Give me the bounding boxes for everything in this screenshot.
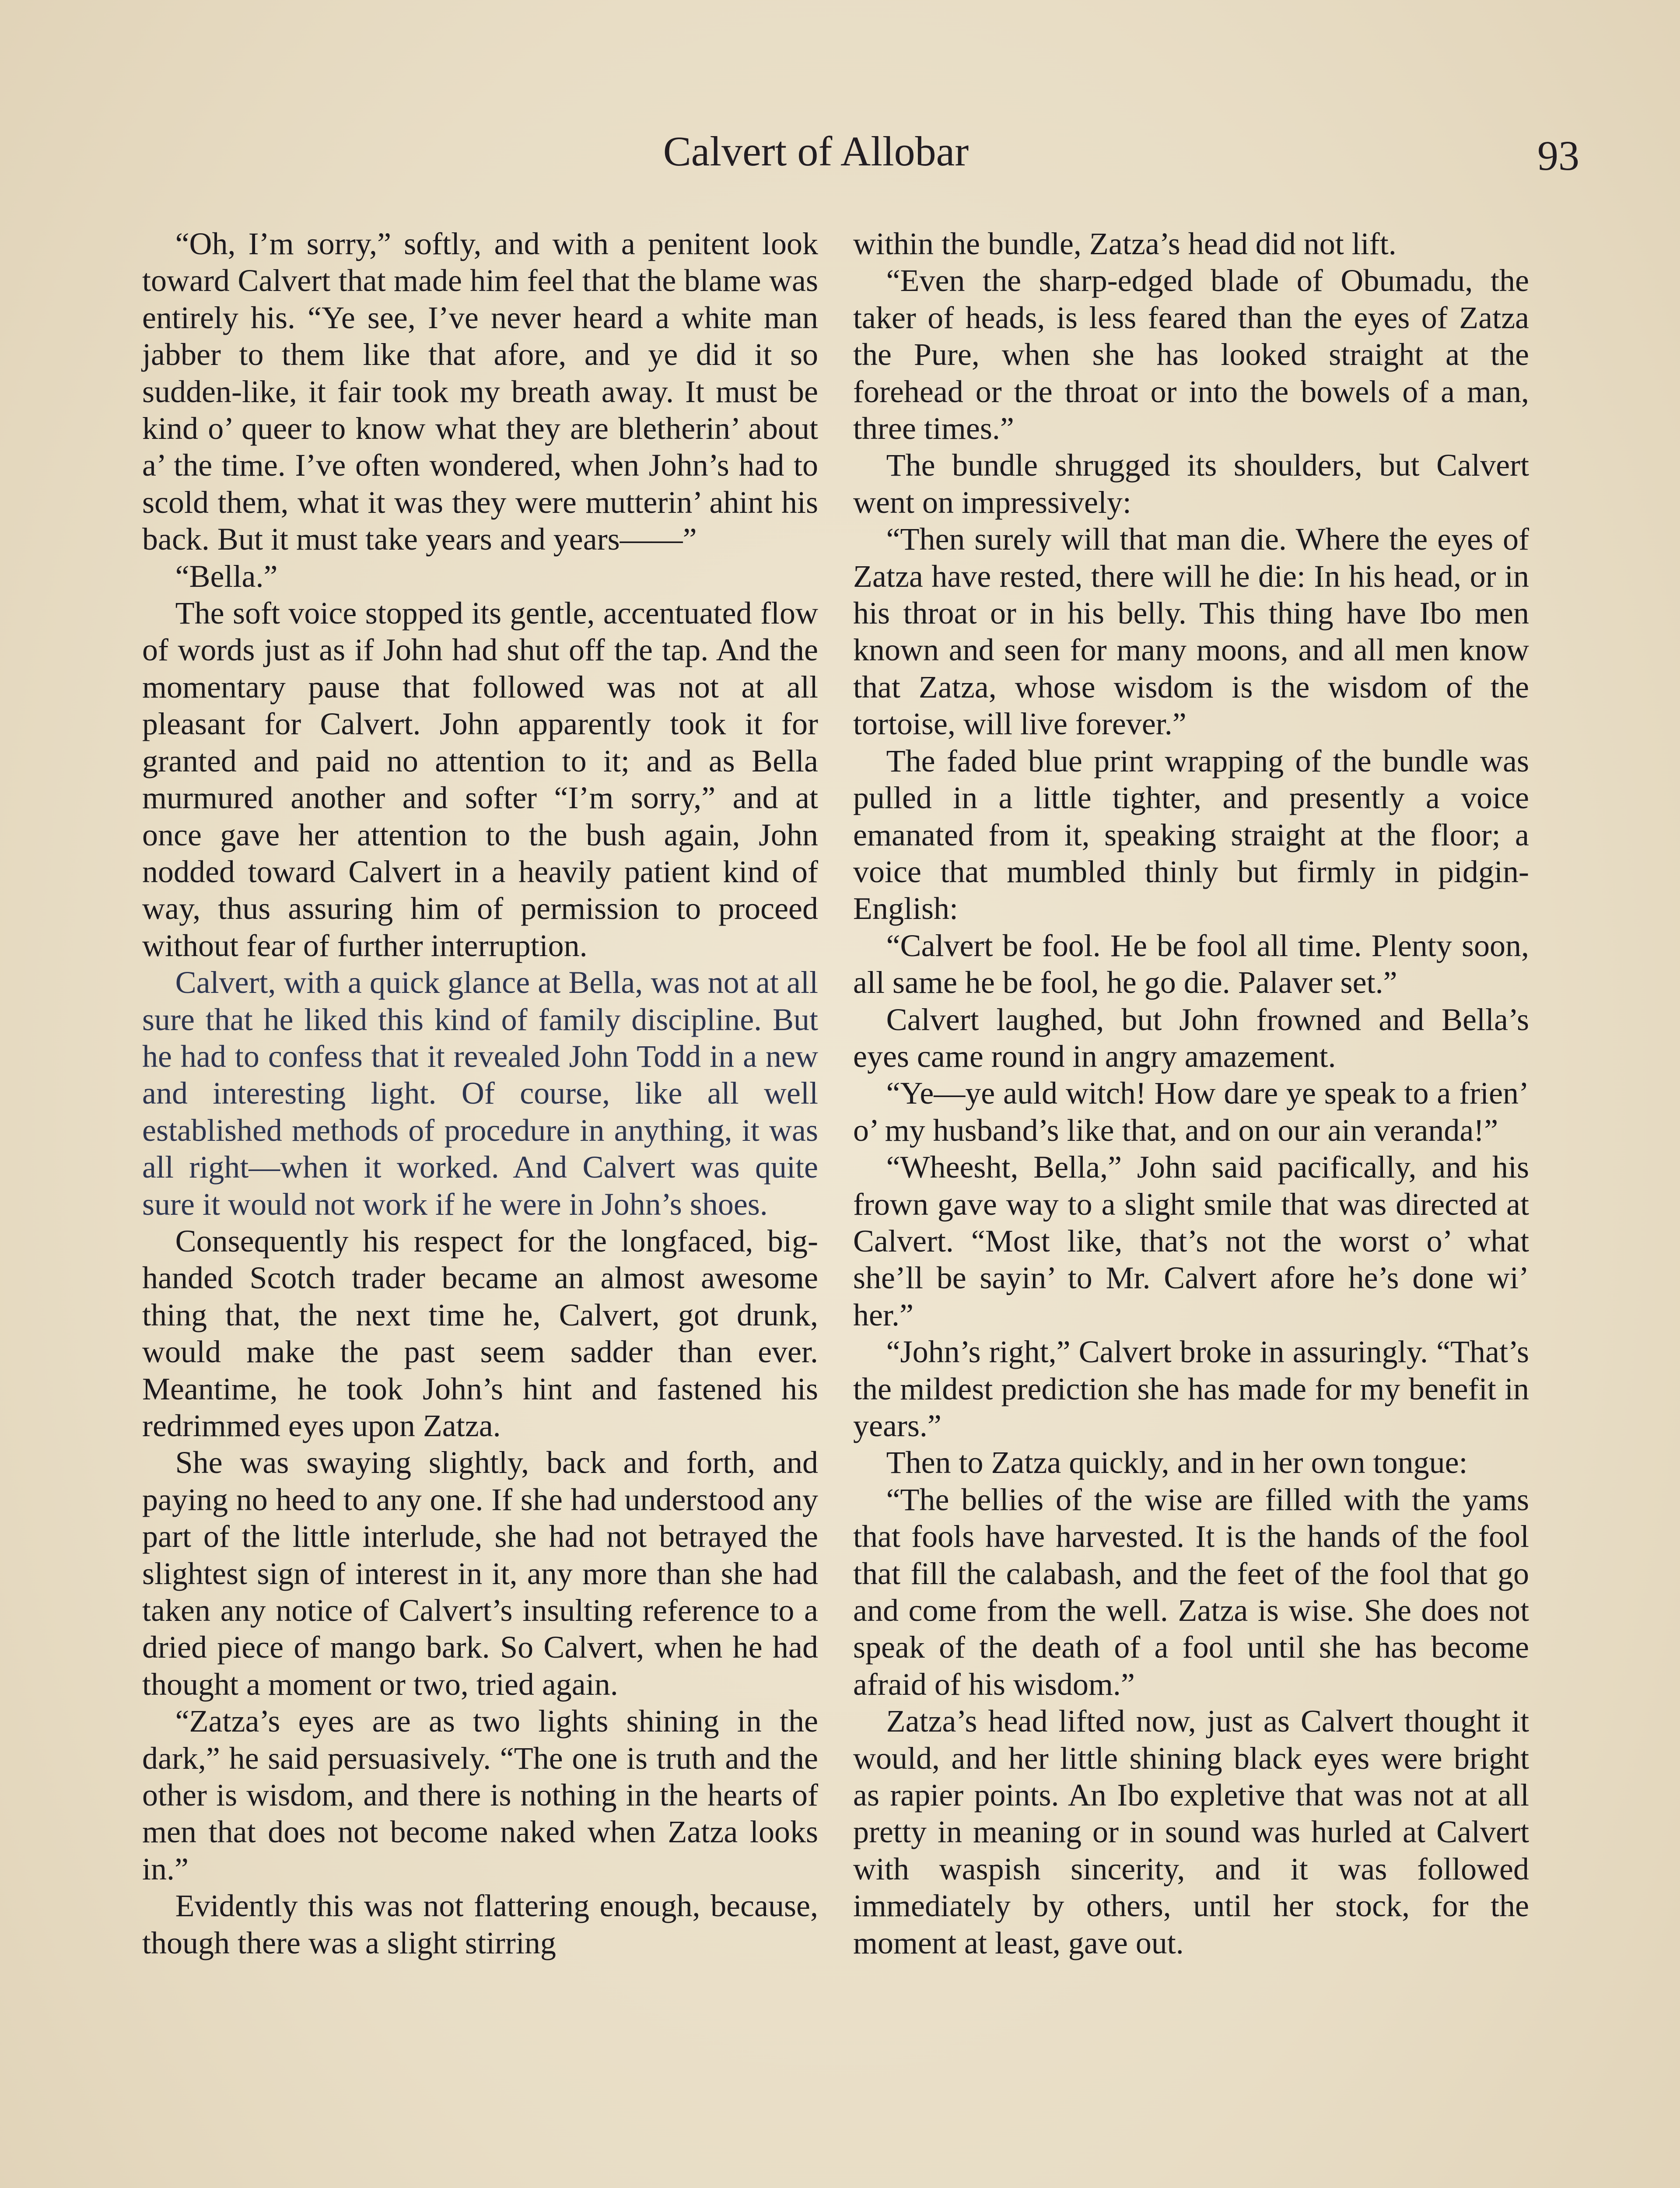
paragraph: “Calvert be fool. He be fool all time. Plenty soon, all same he be fool, he go die. Palaver set.” (853, 928, 1529, 1000)
paragraph: Evidently this was not flattering enough, because, though there was a slight stirring (142, 1888, 818, 1960)
paragraph: “John’s right,” Calvert broke in assuringly. “That’s the mildest prediction she has made for my benefit in years.” (853, 1334, 1529, 1443)
left-text-column (142, 225, 818, 1961)
paragraph: “Wheesht, Bella,” John said pacifically, and his frown gave way to a slight smile that was directed at Calvert. “Most like, that’s not the worst o’ what she’ll be sayin’ to Mr. Calvert afore he’s done wi’ her.” (853, 1150, 1529, 1332)
paragraph: The soft voice stopped its gentle, accentuated flow of words just as if John had shut off the tap. And the momentary pause that followed was not at all pleasant for Calvert. John apparently took it for granted and paid no attention to it; and as Bella murmured another and softer “I’m sorry,” and at once gave her attention to the bush again, John nodded toward Calvert in a heavily patient kind of way, thus assuring him of permission to proceed without fear of further interruption. (142, 596, 818, 963)
running-head-title: Calvert of Allobar (663, 128, 969, 175)
paragraph: Then to Zatza quickly, and in her own tongue: (886, 1445, 1468, 1480)
paragraph: “Then surely will that man die. Where the eyes of Zatza have rested, there will he die: In his head, or in his throat or in his belly. This thing have Ibo men known and seen for many moons, and all men know that Zatza, whose wisdom is the wisdom of the tortoise, will live forever.” (853, 522, 1529, 742)
paragraph: Calvert laughed, but John frowned and Bella’s eyes came round in angry amazement. (853, 1002, 1529, 1074)
paragraph: “Zatza’s eyes are as two lights shining in the dark,” he said persuasively. “The one is truth and the other is wisdom, and there is nothing in the hearts of men that does not become naked when Zatza looks in.” (142, 1704, 818, 1886)
paragraph: “Bella.” (175, 558, 278, 594)
paragraph: Zatza’s head lifted now, just as Calvert thought it would, and her little shining black eyes were bright as rapier points. An Ibo expletive that was not at all pretty in meaning or in sound was hurled at Calvert with waspish sincerity, and it was followed immediately by others, until her stock, for the moment at least, gave out. (853, 1704, 1529, 1960)
paragraph: within the bundle, Zatza’s head did not lift. (853, 226, 1396, 261)
paragraph: The bundle shrugged its shoulders, but Calvert went on impressively: (853, 448, 1529, 520)
paragraph: She was swaying slightly, back and forth, and paying no heed to any one. If she had understood any part of the little interlude, she had not betrayed the slightest sign of interest in it, any more than she had taken any notice of Calvert’s insulting reference to a dried piece of mango bark. So Calvert, when he had thought a moment or two, tried again. (142, 1445, 818, 1702)
page-number: 93 (1537, 132, 1579, 179)
paragraph: “Ye—ye auld witch! How dare ye speak to a frien’ o’ my husband’s like that, and on our ain veranda!” (853, 1076, 1529, 1148)
paragraph: “Oh, I’m sorry,” softly, and with a penitent look toward Calvert that made him feel that the blame was entirely his. “Ye see, I’ve never heard a white man jabber to them like that afore, and ye did it so sudden-like, it fair took my breath away. It must be kind o’ queer to know what they are bletherin’ about a’ the time. I’ve often wondered, when John’s had to scold them, what it was they were mutterin’ ahint his back. But it must take years and years——” (142, 226, 818, 557)
paragraph: Calvert, with a quick glance at Bella, was not at all sure that he liked this kind of family discipline. But he had to confess that it revealed John Todd in a new and interesting light. Of course, like all well established methods of procedure in anything, it was all right—when it worked. And Calvert was quite sure it would not work if he were in John’s shoes. (142, 965, 818, 1222)
paragraph: “Even the sharp-edged blade of Obumadu, the taker of heads, is less feared than the eyes of Zatza the Pure, when she has looked straight at the forehead or the throat or into the bowels of a man, three times.” (853, 263, 1529, 446)
right-text-column (853, 225, 1529, 1961)
paragraph: “The bellies of the wise are filled with the yams that fools have harvested. It is the hands of the fool that fill the calabash, and the feet of the fool that go and come from the well. Zatza is wise. She does not speak of the death of a fool until she has become afraid of his wisdom.” (853, 1482, 1529, 1702)
paragraph: The faded blue print wrapping of the bundle was pulled in a little tighter, and presently a voice emanated from it, speaking straight at the floor; a voice that mumbled thinly but firmly in pidgin-English: (853, 743, 1529, 926)
paragraph: Consequently his respect for the longfaced, big-handed Scotch trader became an almost awesome thing that, the next time he, Calvert, got drunk, would make the past seem sadder than ever. Meantime, he took John’s hint and fastened his redrimmed eyes upon Zatza. (142, 1223, 818, 1443)
